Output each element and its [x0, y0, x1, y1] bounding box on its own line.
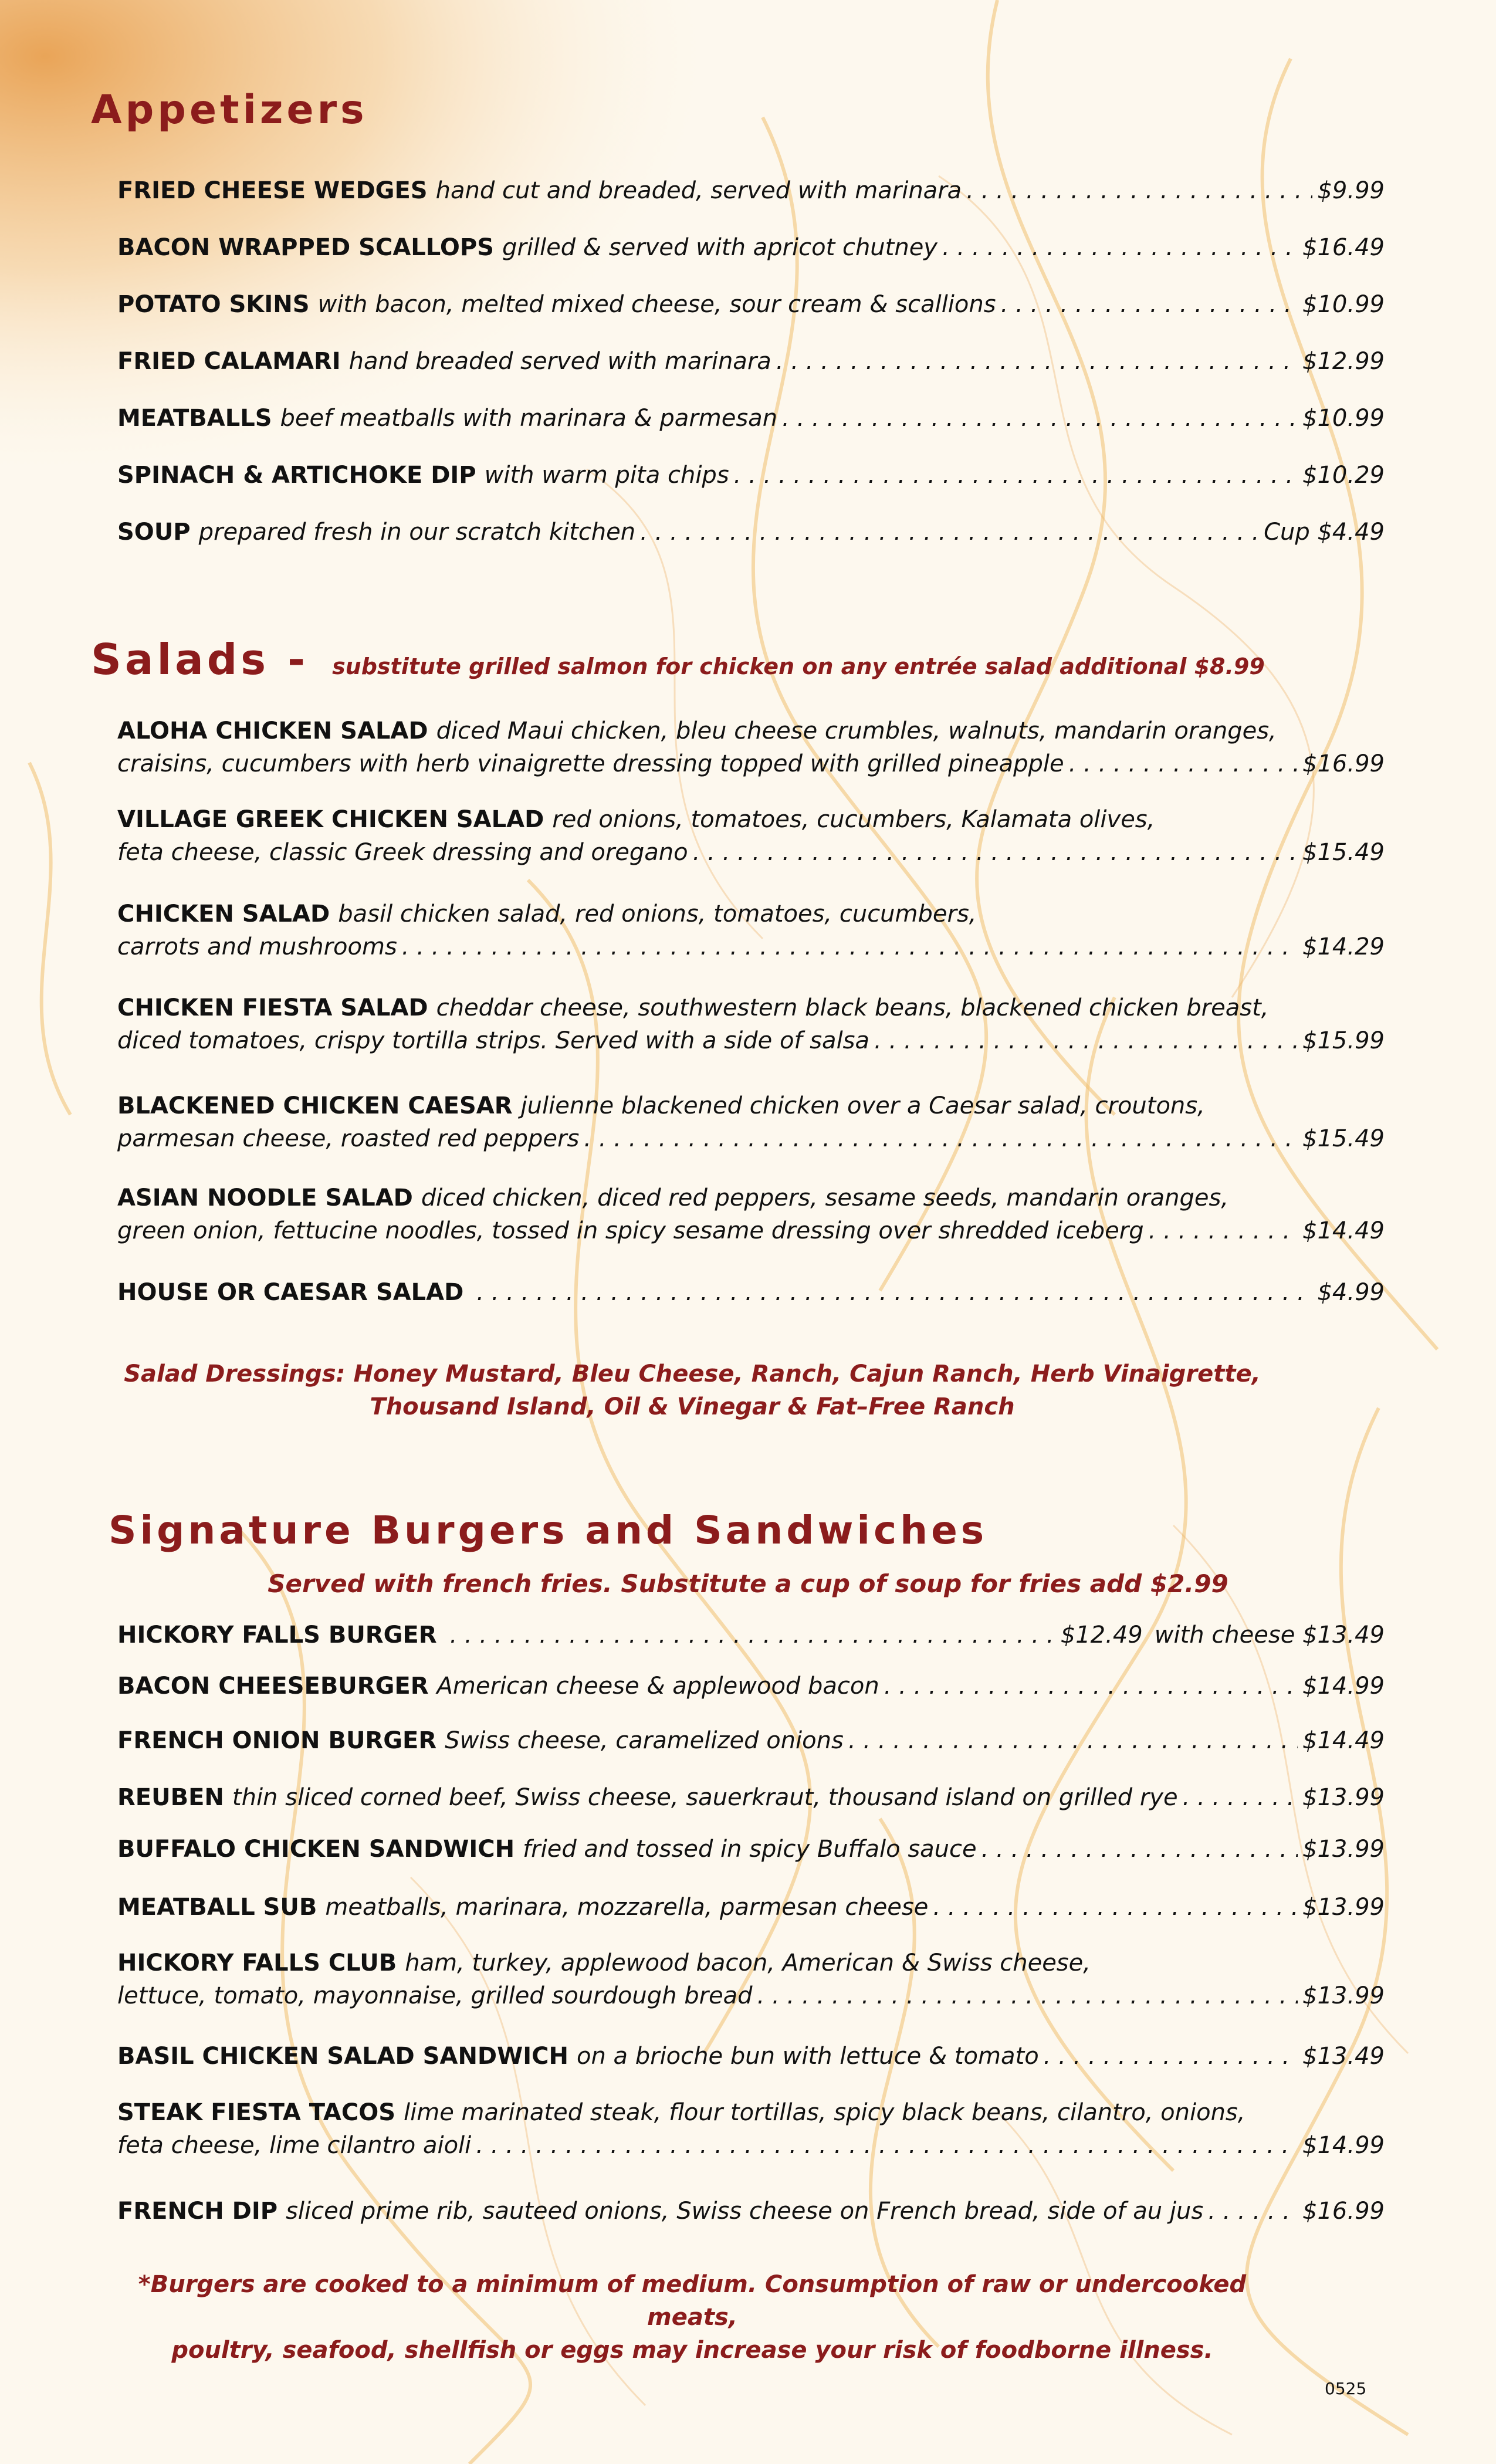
menu-item [117, 516, 1385, 549]
item-price: $16.99 [1302, 2198, 1385, 2225]
item-description: diced Maui chicken, bleu cheese crumbles, walnuts, mandarin oranges, [436, 717, 1277, 744]
menu-item [117, 1670, 1385, 1703]
item-price: $10.99 [1302, 291, 1385, 318]
item-description: thin sliced corned beef, Swiss cheese, sauerkraut, thousand island on grilled rye [232, 1784, 1178, 1811]
dressings-line: Thousand Island, Oil & Vinegar & Fat–Free Ranch [370, 1393, 1015, 1420]
dot-leader [884, 1670, 1298, 1703]
item-description-cont: diced tomatoes, crispy tortilla strips. Served with a side of salsa [117, 1027, 870, 1054]
item-description: ham, turkey, applewood bacon, American & Swiss cheese, [405, 1949, 1091, 1976]
item-name: MEATBALL SUB [117, 1894, 317, 1921]
item-price: $16.49 [1302, 234, 1385, 261]
dot-leader [1208, 2195, 1298, 2228]
dot-leader [981, 1833, 1298, 1866]
item-name: SPINACH & ARTICHOKE DIP [117, 462, 476, 489]
item-name: CHICKEN FIESTA SALAD [117, 994, 428, 1021]
item-description: hand breaded served with marinara [348, 348, 771, 375]
menu-item [117, 1833, 1385, 1866]
warning-line: *Burgers are cooked to a minimum of medium. Consumption of raw or undercooked meats, [138, 2271, 1247, 2331]
item-description: diced chicken, diced red peppers, sesame seeds, mandarin oranges, [421, 1184, 1229, 1211]
item-description: cheddar cheese, southwestern black beans, blackened chicken breast, [436, 994, 1269, 1021]
menu-item [117, 898, 1385, 963]
item-price: $15.49 [1302, 839, 1385, 866]
appetizers-title: Appetizers [91, 87, 368, 133]
item-price: Cup $4.49 [1264, 519, 1385, 546]
item-price: $12.49 [1060, 1622, 1143, 1649]
dot-leader [776, 345, 1298, 378]
item-price: $15.99 [1302, 1027, 1385, 1054]
item-price: $13.99 [1302, 1784, 1385, 1811]
item-price: $13.99 [1302, 1982, 1385, 2009]
dot-leader [640, 516, 1259, 549]
item-price: $14.49 [1302, 1217, 1385, 1244]
salads-heading: Salads - [91, 635, 309, 684]
dressings-line: Salad Dressings: Honey Mustard, Bleu Cheese, Ranch, Cajun Ranch, Herb Vinaigrette, [124, 1360, 1261, 1387]
item-name: POTATO SKINS [117, 291, 310, 318]
menu-item [117, 715, 1385, 780]
item-description-cont: lettuce, tomato, mayonnaise, grilled sourdough bread [117, 1982, 753, 2009]
item-price-with-cheese: with cheese $13.49 [1154, 1622, 1385, 1649]
item-price: $10.29 [1302, 462, 1385, 489]
item-price: $13.99 [1302, 1836, 1385, 1863]
item-name: HICKORY FALLS CLUB [117, 1949, 397, 1976]
item-name: BLACKENED CHICKEN CAESAR [117, 1092, 513, 1119]
item-description: grilled & served with apricot chutney [502, 234, 937, 261]
item-description-cont: parmesan cheese, roasted red peppers [117, 1125, 580, 1152]
item-description: on a brioche bun with lettuce & tomato [576, 2043, 1039, 2070]
food-safety-warning [117, 2268, 1267, 2367]
menu-item [117, 1781, 1385, 1814]
item-description: American cheese & applewood bacon [436, 1673, 879, 1700]
item-description: red onions, tomatoes, cucumbers, Kalamata olives, [552, 806, 1155, 833]
item-price: $16.99 [1302, 750, 1385, 777]
item-description: beef meatballs with marinara & parmesan [280, 405, 778, 432]
item-name: FRENCH ONION BURGER [117, 1727, 437, 1754]
item-price: $14.49 [1302, 1727, 1385, 1754]
dot-leader [1069, 747, 1298, 780]
menu-item [117, 1089, 1385, 1155]
item-price: $14.29 [1302, 933, 1385, 960]
item-name: STEAK FIESTA TACOS [117, 2099, 396, 2126]
item-name: REUBEN [117, 1784, 224, 1811]
item-description: basil chicken salad, red onions, tomatoes, cucumbers, [338, 901, 977, 928]
menu-item [117, 1619, 1385, 1651]
item-name: ALOHA CHICKEN SALAD [117, 717, 428, 744]
salads-title [91, 635, 1265, 684]
dot-leader [584, 1122, 1298, 1155]
item-description-cont: carrots and mushrooms [117, 933, 397, 960]
salad-dressings-note [117, 1358, 1267, 1423]
dot-leader [450, 1619, 1056, 1651]
burgers-subtitle: Served with french fries. Substitute a cup of soup for fries add $2.99 [268, 1569, 1228, 1598]
menu-item [117, 1724, 1385, 1757]
item-price: $4.99 [1317, 1279, 1385, 1306]
item-description-cont: green onion, fettucine noodles, tossed in spicy sesame dressing over shredded iceberg [117, 1217, 1144, 1244]
item-description: fried and tossed in spicy Buffalo sauce [523, 1836, 977, 1863]
item-description: with bacon, melted mixed cheese, sour cream & scallions [317, 291, 996, 318]
dot-leader [1001, 288, 1298, 321]
item-price: $15.49 [1302, 1125, 1385, 1152]
print-code: 0525 [1325, 2379, 1367, 2398]
item-price: $14.99 [1302, 1673, 1385, 1700]
item-description: Swiss cheese, caramelized onions [445, 1727, 844, 1754]
item-description-cont: craisins, cucumbers with herb vinaigrette dressing topped with grilled pineapple [117, 750, 1064, 777]
menu-item [117, 288, 1385, 321]
menu-item [117, 1947, 1385, 2012]
item-price: $10.99 [1302, 405, 1385, 432]
item-description: hand cut and breaded, served with marinara [435, 177, 962, 204]
item-name: HICKORY FALLS BURGER [117, 1622, 437, 1649]
item-name: CHICKEN SALAD [117, 901, 330, 928]
dot-leader [874, 1024, 1298, 1057]
item-price: $12.99 [1302, 348, 1385, 375]
item-name: BASIL CHICKEN SALAD SANDWICH [117, 2043, 568, 2070]
item-price: $13.49 [1302, 2043, 1385, 2070]
item-description: with warm pita chips [484, 462, 729, 489]
item-name: SOUP [117, 519, 191, 546]
item-name: ASIAN NOODLE SALAD [117, 1184, 413, 1211]
item-name: BACON CHEESEBURGER [117, 1673, 429, 1700]
item-description-cont: feta cheese, lime cilantro aioli [117, 2132, 472, 2159]
menu-item [117, 803, 1385, 869]
menu-item [117, 2096, 1385, 2162]
menu-item [117, 174, 1385, 207]
menu-item [117, 2195, 1385, 2228]
item-price: $14.99 [1302, 2132, 1385, 2159]
dot-leader [966, 174, 1312, 207]
dot-leader [402, 930, 1298, 963]
dot-leader [734, 459, 1298, 492]
item-name: BUFFALO CHICKEN SANDWICH [117, 1836, 515, 1863]
menu-item [117, 1891, 1385, 1924]
warning-line: poultry, seafood, shellfish or eggs may increase your risk of foodborne illness. [171, 2337, 1213, 2364]
dot-leader [757, 1979, 1298, 2012]
dot-leader [1149, 1214, 1298, 1247]
item-price: $9.99 [1317, 177, 1385, 204]
dot-leader [476, 2129, 1298, 2162]
menu-item [117, 459, 1385, 492]
item-name: BACON WRAPPED SCALLOPS [117, 234, 494, 261]
item-description: sliced prime rib, sauteed onions, Swiss cheese on French bread, side of au jus [286, 2198, 1204, 2225]
item-name: FRENCH DIP [117, 2198, 278, 2225]
dot-leader [942, 231, 1298, 264]
dot-leader [476, 1276, 1312, 1309]
dot-leader [1044, 2040, 1298, 2073]
menu-item [117, 991, 1385, 1057]
item-name: MEATBALLS [117, 405, 272, 432]
dot-leader [848, 1724, 1298, 1757]
menu-item [117, 2040, 1385, 2073]
menu-item [117, 1182, 1385, 1247]
menu-item [117, 345, 1385, 378]
menu-item [117, 231, 1385, 264]
item-name: VILLAGE GREEK CHICKEN SALAD [117, 806, 544, 833]
burgers-title: Signature Burgers and Sandwiches [109, 1508, 988, 1553]
item-description: julienne blackened chicken over a Caesar salad, croutons, [520, 1092, 1205, 1119]
dot-leader [1183, 1781, 1298, 1814]
dot-leader [933, 1891, 1298, 1924]
menu-item [117, 402, 1385, 435]
salads-subtitle: substitute grilled salmon for chicken on any entrée salad additional $8.99 [332, 654, 1265, 679]
item-name: FRIED CHEESE WEDGES [117, 177, 428, 204]
item-name: FRIED CALAMARI [117, 348, 341, 375]
item-price: $13.99 [1302, 1894, 1385, 1921]
dot-leader [782, 402, 1298, 435]
item-description: meatballs, marinara, mozzarella, parmesan cheese [325, 1894, 929, 1921]
dot-leader [693, 836, 1298, 869]
item-description: prepared fresh in our scratch kitchen [198, 519, 636, 546]
item-description-cont: feta cheese, classic Greek dressing and oregano [117, 839, 688, 866]
item-name: HOUSE OR CAESAR SALAD [117, 1279, 464, 1306]
item-description: lime marinated steak, flour tortillas, spicy black beans, cilantro, onions, [404, 2099, 1245, 2126]
menu-item [117, 1276, 1385, 1309]
